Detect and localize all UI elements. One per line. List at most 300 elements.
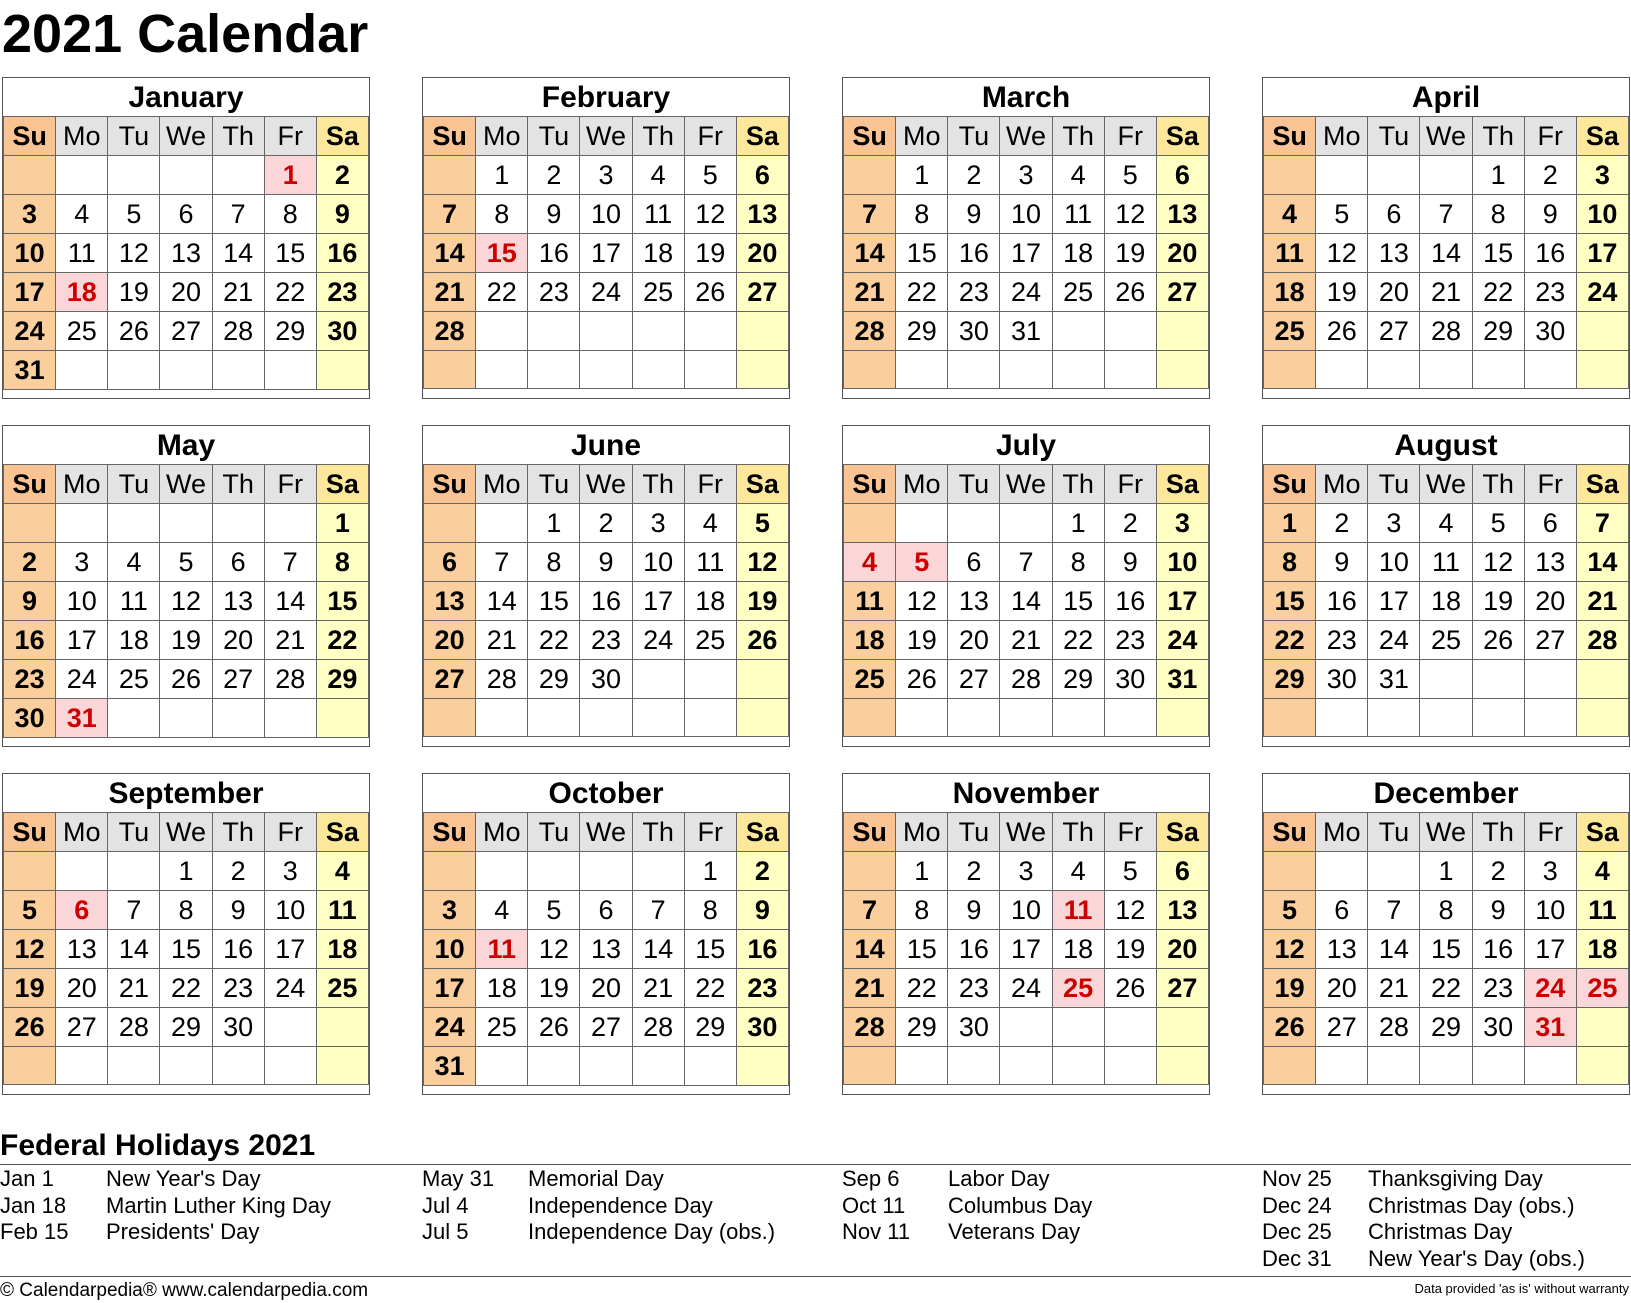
weekday-header-row	[4, 465, 369, 504]
day-cell: 28	[424, 312, 476, 351]
day-cell: 20	[1524, 582, 1576, 621]
empty-cell	[684, 312, 736, 351]
day-cell: 30	[1524, 312, 1576, 351]
empty-cell	[1000, 351, 1052, 389]
day-cell: 29	[896, 312, 948, 351]
week-row	[1264, 582, 1629, 621]
weekday-header: Th	[632, 813, 684, 852]
day-cell: 29	[160, 1008, 212, 1047]
weekday-header: Su	[1264, 465, 1316, 504]
empty-cell	[528, 852, 580, 891]
day-cell: 8	[896, 195, 948, 234]
empty-cell	[896, 504, 948, 543]
day-cell: 15	[528, 582, 580, 621]
day-cell: 29	[684, 1008, 736, 1047]
day-cell: 1	[528, 504, 580, 543]
day-cell: 23	[212, 969, 264, 1008]
weekday-header: Tu	[528, 813, 580, 852]
day-cell: 2	[212, 852, 264, 891]
holiday-cell: 11	[476, 930, 528, 969]
day-cell: 26	[108, 312, 160, 351]
month-table	[423, 116, 789, 389]
day-cell: 2	[4, 543, 56, 582]
day-cell: 18	[476, 969, 528, 1008]
week-row	[4, 543, 369, 582]
day-cell: 23	[4, 660, 56, 699]
day-cell: 22	[316, 621, 368, 660]
empty-cell	[212, 504, 264, 543]
page-title: 2021 Calendar	[2, 4, 369, 64]
day-cell: 12	[1316, 234, 1368, 273]
weekday-header: Th	[632, 465, 684, 504]
empty-cell	[4, 1047, 56, 1085]
empty-cell	[160, 351, 212, 390]
empty-cell	[4, 504, 56, 543]
empty-cell	[1524, 1047, 1576, 1085]
day-cell: 4	[56, 195, 108, 234]
day-cell: 1	[1052, 504, 1104, 543]
day-cell: 22	[896, 969, 948, 1008]
day-cell: 27	[424, 660, 476, 699]
day-cell: 25	[1264, 312, 1316, 351]
holiday-date: Jan 1	[0, 1166, 54, 1191]
day-cell: 5	[736, 504, 788, 543]
empty-cell	[1156, 312, 1208, 351]
day-cell: 15	[1420, 930, 1472, 969]
day-cell: 24	[264, 969, 316, 1008]
empty-cell	[1316, 699, 1368, 737]
day-cell: 21	[844, 969, 896, 1008]
empty-cell	[1264, 351, 1316, 389]
week-row	[844, 273, 1209, 312]
day-cell: 14	[108, 930, 160, 969]
day-cell: 9	[948, 195, 1000, 234]
weekday-header: Sa	[1576, 813, 1628, 852]
day-cell: 20	[580, 969, 632, 1008]
month-name: June	[570, 429, 642, 462]
day-cell: 15	[684, 930, 736, 969]
week-row	[4, 1008, 369, 1047]
empty-cell	[580, 312, 632, 351]
month-name: August	[1394, 429, 1498, 462]
weekday-header: Tu	[1368, 117, 1420, 156]
empty-cell	[1420, 699, 1472, 737]
empty-cell	[424, 156, 476, 195]
weekday-header: Tu	[948, 813, 1000, 852]
empty-cell	[736, 312, 788, 351]
week-row	[844, 1047, 1209, 1085]
weekday-header: Mo	[896, 465, 948, 504]
day-cell: 20	[736, 234, 788, 273]
month-name: February	[541, 81, 671, 114]
empty-cell	[1104, 351, 1156, 389]
month-name: March	[981, 81, 1071, 114]
empty-cell	[1368, 156, 1420, 195]
empty-cell	[1524, 699, 1576, 737]
empty-cell	[528, 312, 580, 351]
day-cell: 17	[1524, 930, 1576, 969]
month-name: April	[1411, 81, 1481, 114]
week-row	[1264, 504, 1629, 543]
footer-copyright[interactable]: © Calendarpedia® www.calendarpedia.com	[0, 1280, 369, 1301]
empty-cell	[896, 351, 948, 389]
day-cell: 26	[736, 621, 788, 660]
holiday-name: Christmas Day	[1368, 1219, 1513, 1244]
day-cell: 4	[476, 891, 528, 930]
empty-cell	[1420, 1047, 1472, 1085]
day-cell: 27	[1524, 621, 1576, 660]
weekday-header: Sa	[316, 813, 368, 852]
day-cell: 16	[212, 930, 264, 969]
holiday-name: Memorial Day	[528, 1166, 664, 1191]
empty-cell	[632, 852, 684, 891]
empty-cell	[1368, 699, 1420, 737]
day-cell: 2	[580, 504, 632, 543]
holiday-cell: 6	[56, 891, 108, 930]
day-cell: 28	[1000, 660, 1052, 699]
day-cell: 17	[632, 582, 684, 621]
empty-cell	[1052, 699, 1104, 737]
empty-cell	[844, 1047, 896, 1085]
weekday-header: Fr	[264, 813, 316, 852]
weekday-header: Sa	[316, 117, 368, 156]
day-cell: 2	[528, 156, 580, 195]
empty-cell	[1576, 660, 1628, 699]
footer-disclaimer: Data provided 'as is' without warranty	[1414, 1281, 1629, 1296]
day-cell: 17	[580, 234, 632, 273]
day-cell: 27	[948, 660, 1000, 699]
day-cell: 10	[264, 891, 316, 930]
day-cell: 12	[684, 195, 736, 234]
month-table	[423, 812, 789, 1086]
empty-cell	[736, 1047, 788, 1086]
day-cell: 18	[108, 621, 160, 660]
day-cell: 26	[4, 1008, 56, 1047]
empty-cell	[1000, 504, 1052, 543]
week-row	[4, 930, 369, 969]
day-cell: 21	[264, 621, 316, 660]
weekday-header: We	[1000, 465, 1052, 504]
day-cell: 5	[1472, 504, 1524, 543]
week-row	[1264, 195, 1629, 234]
day-cell: 11	[1264, 234, 1316, 273]
day-cell: 4	[316, 852, 368, 891]
day-cell: 8	[896, 891, 948, 930]
day-cell: 28	[212, 312, 264, 351]
week-row	[4, 273, 369, 312]
holiday-name: Veterans Day	[948, 1219, 1081, 1244]
weekday-header: Su	[4, 117, 56, 156]
day-cell: 19	[108, 273, 160, 312]
day-cell: 18	[844, 621, 896, 660]
day-cell: 10	[1524, 891, 1576, 930]
day-cell: 7	[844, 891, 896, 930]
holiday-name: Christmas Day (obs.)	[1368, 1192, 1575, 1218]
week-row	[844, 852, 1209, 891]
day-cell: 3	[56, 543, 108, 582]
day-cell: 21	[632, 969, 684, 1008]
month-table	[843, 464, 1209, 737]
day-cell: 6	[948, 543, 1000, 582]
week-row	[844, 930, 1209, 969]
empty-cell	[160, 1047, 212, 1085]
day-cell: 22	[1052, 621, 1104, 660]
empty-cell	[1264, 699, 1316, 737]
empty-cell	[1576, 351, 1628, 389]
day-cell: 26	[1104, 273, 1156, 312]
empty-cell	[948, 504, 1000, 543]
day-cell: 5	[4, 891, 56, 930]
week-row	[1264, 1047, 1629, 1085]
weekday-header: Sa	[316, 465, 368, 504]
day-cell: 15	[896, 234, 948, 273]
day-cell: 17	[4, 273, 56, 312]
empty-cell	[844, 351, 896, 389]
weekday-header: Mo	[476, 813, 528, 852]
weekday-header: Fr	[684, 465, 736, 504]
day-cell: 8	[528, 543, 580, 582]
day-cell: 14	[1368, 930, 1420, 969]
day-cell: 7	[632, 891, 684, 930]
day-cell: 5	[1316, 195, 1368, 234]
day-cell: 24	[1000, 273, 1052, 312]
week-row	[844, 621, 1209, 660]
day-cell: 11	[1576, 891, 1628, 930]
day-cell: 3	[424, 891, 476, 930]
weekday-header: We	[1420, 465, 1472, 504]
day-cell: 10	[1576, 195, 1628, 234]
day-cell: 20	[160, 273, 212, 312]
day-cell: 11	[844, 582, 896, 621]
day-cell: 7	[264, 543, 316, 582]
day-cell: 6	[424, 543, 476, 582]
day-cell: 16	[4, 621, 56, 660]
holiday-cell: 1	[264, 156, 316, 195]
weekday-header-row	[424, 465, 789, 504]
empty-cell	[212, 351, 264, 390]
month-july	[842, 425, 1210, 747]
day-cell: 23	[1104, 621, 1156, 660]
federal-holidays-title: Federal Holidays 2021	[0, 1129, 316, 1162]
empty-cell	[1316, 852, 1368, 891]
day-cell: 4	[1420, 504, 1472, 543]
empty-cell	[580, 699, 632, 737]
empty-cell	[1368, 1047, 1420, 1085]
month-december	[1262, 773, 1630, 1095]
weekday-header: We	[1420, 117, 1472, 156]
day-cell: 30	[736, 1008, 788, 1047]
month-june	[422, 425, 790, 747]
day-cell: 31	[1368, 660, 1420, 699]
month-may	[2, 425, 370, 747]
day-cell: 5	[1104, 156, 1156, 195]
empty-cell	[1316, 351, 1368, 389]
day-cell: 9	[1316, 543, 1368, 582]
day-cell: 1	[476, 156, 528, 195]
day-cell: 12	[896, 582, 948, 621]
day-cell: 2	[1472, 852, 1524, 891]
week-row	[1264, 660, 1629, 699]
week-row	[1264, 543, 1629, 582]
holiday-date: Sep 6	[842, 1166, 900, 1191]
week-row	[424, 543, 789, 582]
week-row	[424, 852, 789, 891]
day-cell: 22	[160, 969, 212, 1008]
empty-cell	[316, 1047, 368, 1085]
day-cell: 17	[1000, 234, 1052, 273]
day-cell: 20	[212, 621, 264, 660]
holiday-name: New Year's Day	[106, 1166, 261, 1191]
day-cell: 20	[1316, 969, 1368, 1008]
day-cell: 14	[632, 930, 684, 969]
day-cell: 7	[1576, 504, 1628, 543]
empty-cell	[108, 1047, 160, 1085]
weekday-header: Th	[212, 117, 264, 156]
day-cell: 27	[1156, 969, 1208, 1008]
empty-cell	[1052, 1008, 1104, 1047]
holiday-date: May 31	[422, 1166, 495, 1191]
day-cell: 14	[424, 234, 476, 273]
holiday-cell: 5	[896, 543, 948, 582]
day-cell: 19	[160, 621, 212, 660]
empty-cell	[1420, 351, 1472, 389]
day-cell: 29	[316, 660, 368, 699]
day-cell: 14	[212, 234, 264, 273]
day-cell: 6	[212, 543, 264, 582]
day-cell: 3	[632, 504, 684, 543]
weekday-header-row	[1264, 117, 1629, 156]
day-cell: 9	[1472, 891, 1524, 930]
empty-cell	[1368, 852, 1420, 891]
week-row	[424, 156, 789, 195]
day-cell: 24	[580, 273, 632, 312]
day-cell: 23	[580, 621, 632, 660]
day-cell: 19	[1316, 273, 1368, 312]
week-row	[4, 891, 369, 930]
day-cell: 2	[948, 156, 1000, 195]
weekday-header: We	[1420, 813, 1472, 852]
holiday-cell: 31	[1524, 1008, 1576, 1047]
month-name: July	[995, 429, 1057, 462]
day-cell: 25	[684, 621, 736, 660]
day-cell: 21	[476, 621, 528, 660]
week-row	[1264, 891, 1629, 930]
day-cell: 6	[1156, 852, 1208, 891]
empty-cell	[1472, 1047, 1524, 1085]
day-cell: 11	[632, 195, 684, 234]
day-cell: 25	[476, 1008, 528, 1047]
weekday-header: We	[580, 117, 632, 156]
day-cell: 8	[316, 543, 368, 582]
week-row	[424, 1047, 789, 1086]
empty-cell	[1472, 660, 1524, 699]
day-cell: 16	[1472, 930, 1524, 969]
day-cell: 7	[1420, 195, 1472, 234]
empty-cell	[896, 1047, 948, 1085]
empty-cell	[1264, 1047, 1316, 1085]
day-cell: 1	[1472, 156, 1524, 195]
day-cell: 29	[896, 1008, 948, 1047]
day-cell: 1	[160, 852, 212, 891]
empty-cell	[1472, 699, 1524, 737]
empty-cell	[528, 1047, 580, 1086]
day-cell: 30	[948, 1008, 1000, 1047]
day-cell: 14	[844, 930, 896, 969]
empty-cell	[1420, 660, 1472, 699]
weekday-header: Tu	[108, 813, 160, 852]
empty-cell	[736, 660, 788, 699]
empty-cell	[1524, 660, 1576, 699]
weekday-header: Su	[424, 117, 476, 156]
day-cell: 1	[896, 852, 948, 891]
empty-cell	[424, 852, 476, 891]
day-cell: 13	[948, 582, 1000, 621]
empty-cell	[108, 156, 160, 195]
day-cell: 22	[1472, 273, 1524, 312]
day-cell: 24	[56, 660, 108, 699]
holiday-name: Presidents' Day	[106, 1219, 260, 1244]
empty-cell	[1368, 351, 1420, 389]
empty-cell	[896, 699, 948, 737]
day-cell: 23	[736, 969, 788, 1008]
weekday-header-row	[1264, 465, 1629, 504]
day-cell: 26	[896, 660, 948, 699]
day-cell: 7	[1000, 543, 1052, 582]
empty-cell	[1264, 852, 1316, 891]
day-cell: 22	[476, 273, 528, 312]
day-cell: 19	[1264, 969, 1316, 1008]
month-table	[1263, 812, 1629, 1085]
day-cell: 21	[108, 969, 160, 1008]
day-cell: 30	[4, 699, 56, 738]
day-cell: 27	[1316, 1008, 1368, 1047]
holiday-name: Martin Luther King Day	[106, 1192, 331, 1218]
weekday-header: We	[580, 465, 632, 504]
day-cell: 9	[212, 891, 264, 930]
weekday-header: Mo	[1316, 117, 1368, 156]
week-row	[4, 156, 369, 195]
day-cell: 16	[1104, 582, 1156, 621]
day-cell: 8	[264, 195, 316, 234]
day-cell: 30	[1472, 1008, 1524, 1047]
day-cell: 28	[1368, 1008, 1420, 1047]
empty-cell	[844, 699, 896, 737]
weekday-header: Th	[212, 813, 264, 852]
day-cell: 16	[1524, 234, 1576, 273]
day-cell: 3	[1576, 156, 1628, 195]
empty-cell	[948, 1047, 1000, 1085]
empty-cell	[1104, 312, 1156, 351]
weekday-header: Fr	[1104, 813, 1156, 852]
weekday-header: Su	[4, 465, 56, 504]
day-cell: 19	[1472, 582, 1524, 621]
day-cell: 25	[844, 660, 896, 699]
weekday-header: Mo	[476, 117, 528, 156]
day-cell: 28	[108, 1008, 160, 1047]
weekday-header: Sa	[1156, 465, 1208, 504]
empty-cell	[56, 1047, 108, 1085]
day-cell: 16	[948, 234, 1000, 273]
day-cell: 26	[1316, 312, 1368, 351]
day-cell: 16	[948, 930, 1000, 969]
week-row	[4, 1047, 369, 1085]
empty-cell	[1000, 1008, 1052, 1047]
day-cell: 3	[580, 156, 632, 195]
day-cell: 21	[1420, 273, 1472, 312]
day-cell: 3	[264, 852, 316, 891]
day-cell: 18	[1264, 273, 1316, 312]
week-row	[4, 660, 369, 699]
